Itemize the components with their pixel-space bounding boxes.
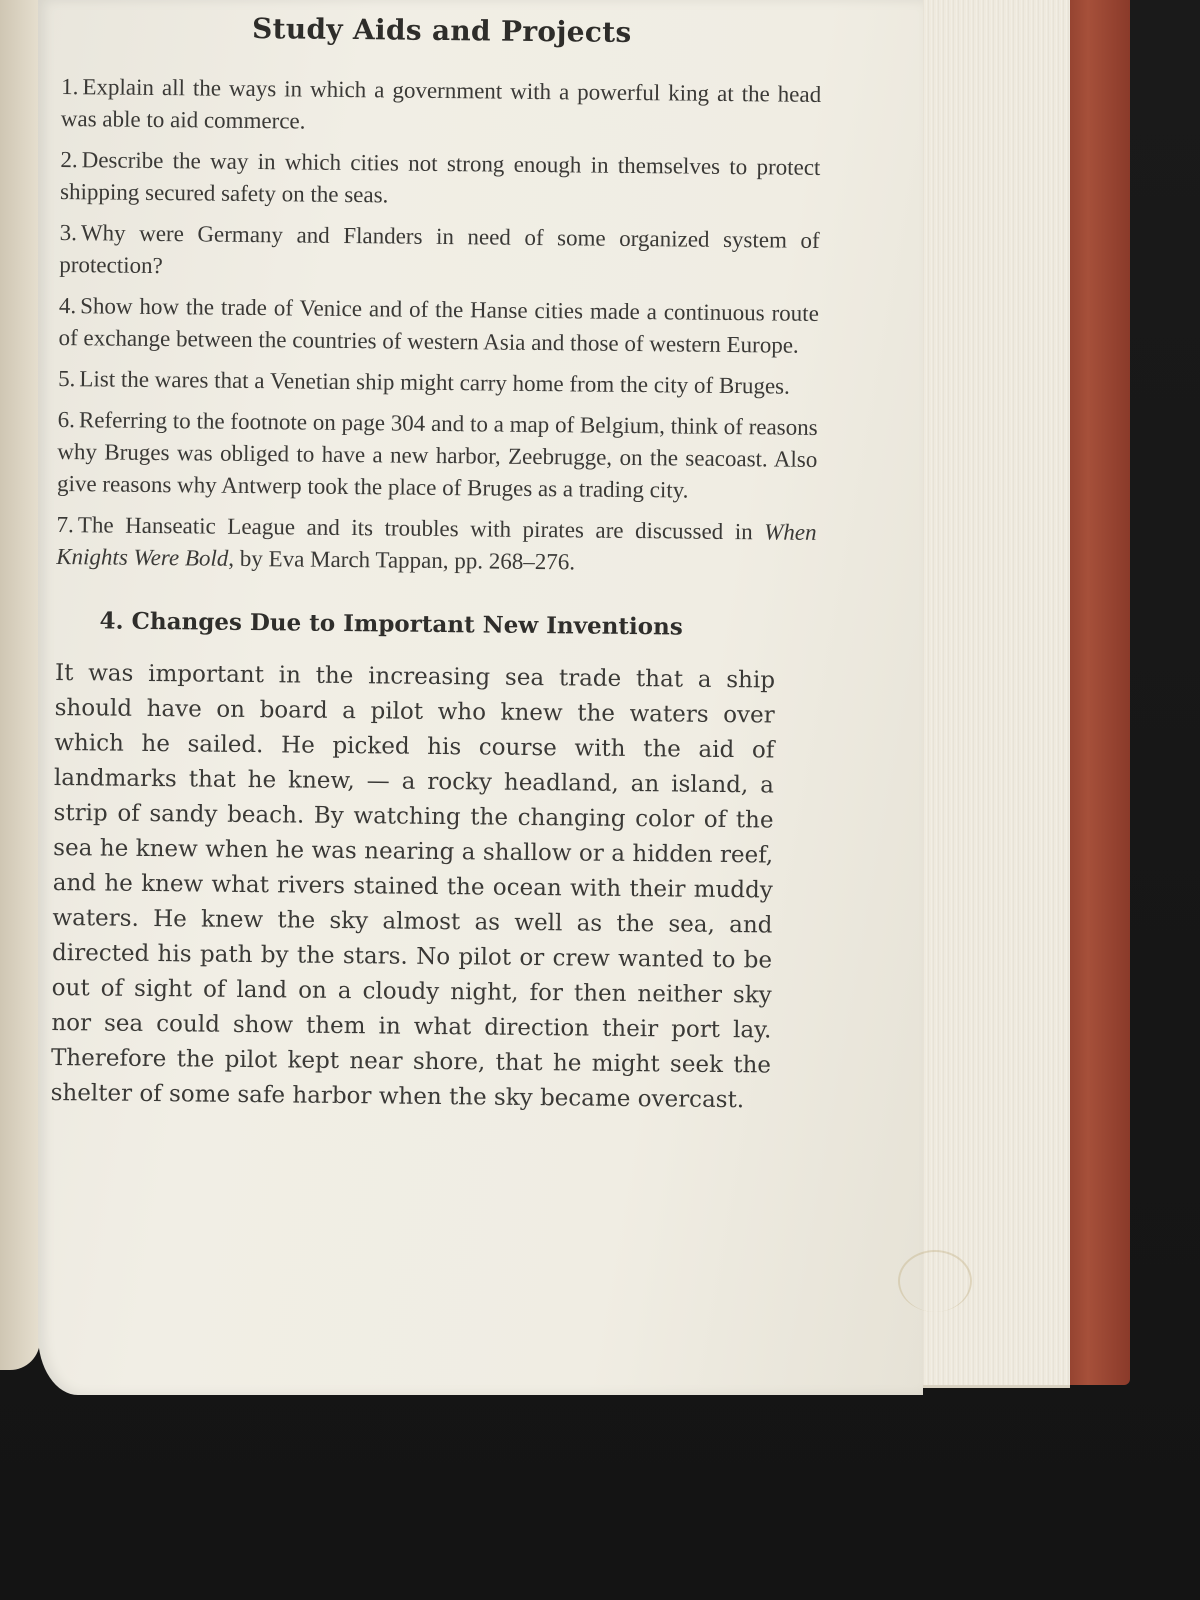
study-aid-item (59, 217, 820, 289)
study-aid-text: Describe the way in which cities not strong enough in themselves to protect shipping secured safety on the seas. (59, 147, 821, 208)
book-title: When Knights Were Bold (56, 519, 817, 571)
study-aid-number: 1. (61, 73, 79, 100)
left-page-edge (0, 0, 40, 1370)
running-head: Study Aids and Projects (251, 11, 632, 49)
study-aid-text: List the wares that a Venetian ship might carry home from the city of Bruges. (79, 366, 790, 399)
section-heading (99, 607, 815, 641)
book-page (38, 0, 923, 1395)
page-stack-edge (920, 0, 1070, 1388)
study-aid-text: , by Eva March Tappan, pp. 268–276. (228, 545, 576, 575)
page-content (50, 10, 821, 1119)
study-aid-item (61, 71, 822, 143)
study-aid-text: Referring to the footnote on page 304 and to a map of Belgium, think of reasons why Bruges was obliged to have a new harbor, Zeebrugge, on the seacoast. Also give reasons why Antwerp took the place of Bruges as a trading city. (56, 407, 818, 503)
study-aid-number: 6. (57, 406, 76, 433)
study-aid-item (58, 363, 818, 403)
section-number: 4. (99, 607, 124, 635)
study-aid-item (60, 144, 821, 216)
study-aid-text: Explain all the ways in which a government with a powerful king at the head was able to aid commerce. (60, 74, 822, 134)
water-stain (898, 1250, 972, 1312)
body-paragraph: It was important in the increasing sea trade that a ship should have on board a pilot who knew the waters over which he sailed. He picked his course with the aid of landmarks that he knew, — a rocky headland, an island, a strip of sandy beach. By watching the changing color of the sea he knew when he was nearing a shallow or a hidden reef, and he knew what rivers stained the ocean with their muddy waters. He knew the sky almost as well as the sea, and directed his path by the stars. No pilot or crew wanted to be out of sight of land on a cloudy night, for then neither sky nor sea could show them in what direction their port lay. Therefore the pilot kept near shore, that he might seek the shelter of some safe harbor when the sky became overcast. (50, 659, 776, 1114)
study-aids-list (56, 71, 821, 581)
study-aid-number: 7. (56, 511, 74, 538)
study-aid-number: 4. (58, 292, 77, 319)
study-aid-text: Show how the trade of Venice and of the Hanse cities made a continuous route of exchange between the countries of western Asia and those of western Europe. (58, 293, 819, 358)
book-cover-edge (1060, 0, 1130, 1385)
study-aid-text: Why were Germany and Flanders in need of some organized system of protection? (59, 220, 820, 279)
study-aid-number: 2. (60, 146, 78, 173)
study-aid-number: 5. (58, 365, 76, 392)
study-aid-item (57, 404, 818, 508)
study-aid-item (58, 290, 819, 362)
study-aid-number: 3. (59, 219, 78, 246)
study-aid-text: The Hanseatic League and its troubles with pirates are discussed in (77, 512, 765, 545)
study-aid-item (56, 509, 817, 581)
section-title: Changes Due to Important New Inventions (131, 607, 683, 641)
